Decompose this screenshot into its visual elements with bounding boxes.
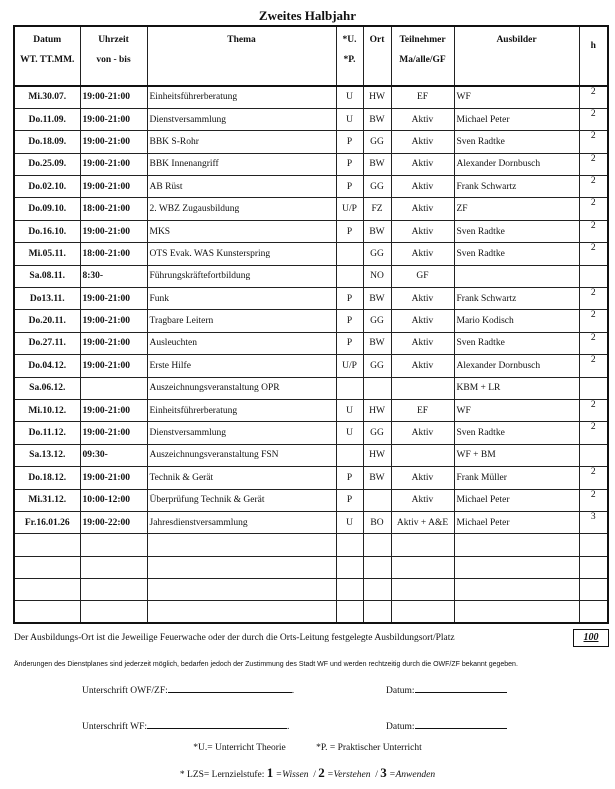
cell-ort: HW	[363, 444, 391, 466]
cell-ausbilder: Sven Radtke	[454, 422, 579, 444]
cell-h-empty[interactable]	[579, 579, 608, 601]
legend-up	[0, 743, 615, 753]
cell-h: 2	[579, 176, 608, 198]
cell-ort: GG	[363, 355, 391, 377]
cell-uhrzeit-empty[interactable]	[80, 601, 147, 623]
lzs-3-text: =Anwenden	[386, 770, 436, 780]
cell-datum: Do13.11.	[14, 288, 80, 310]
date-wf-field[interactable]	[415, 728, 507, 729]
cell-thema: Technik & Gerät	[147, 467, 336, 489]
cell-h-empty[interactable]	[579, 556, 608, 578]
cell-uhrzeit: 18:00-21:00	[80, 243, 147, 265]
cell-up-empty[interactable]	[336, 601, 363, 623]
cell-uhrzeit: 10:00-12:00	[80, 489, 147, 511]
cell-datum: Do.20.11.	[14, 310, 80, 332]
cell-ausbilder: Michael Peter	[454, 511, 579, 533]
cell-teilnehmer: Aktiv	[391, 220, 454, 242]
cell-up: P	[336, 467, 363, 489]
cell-h-empty[interactable]	[579, 601, 608, 623]
cell-thema: Überprüfung Technik & Gerät	[147, 489, 336, 511]
cell-teilnehmer: Aktiv	[391, 288, 454, 310]
cell-up: P	[336, 220, 363, 242]
col-header-h: h	[579, 26, 608, 86]
training-location-note: Der Ausbildungs-Ort ist die Jeweilige Feuerwache oder der durch die Orts-Leitung festgelegte Ausbildungsort/Platz	[14, 633, 455, 643]
col-header-ausbilder: Ausbilder	[454, 26, 579, 86]
cell-teilnehmer: Aktiv	[391, 131, 454, 153]
cell-h: 2	[579, 467, 608, 489]
cell-h: 2	[579, 310, 608, 332]
cell-uhrzeit: 19:00-21:00	[80, 467, 147, 489]
cell-uhrzeit-empty[interactable]	[80, 534, 147, 556]
cell-ort: BW	[363, 153, 391, 175]
cell-up: P	[336, 310, 363, 332]
table-row	[14, 399, 608, 421]
cell-up-empty[interactable]	[336, 534, 363, 556]
lzs-3-number: 3	[380, 765, 387, 780]
cell-datum: Mi.30.07.	[14, 86, 80, 108]
cell-datum-empty[interactable]	[14, 601, 80, 623]
cell-h: 3	[579, 511, 608, 533]
cell-thema-empty[interactable]	[147, 534, 336, 556]
cell-h: 2	[579, 86, 608, 108]
table-row	[14, 422, 608, 444]
signature-wf-label: Unterschrift WF:	[82, 722, 147, 732]
lzs-1-text: =Wissen	[273, 770, 309, 780]
cell-h: 2	[579, 399, 608, 421]
cell-up: U	[336, 399, 363, 421]
cell-up: U	[336, 511, 363, 533]
table-row	[14, 265, 608, 287]
cell-thema: Dienstversammlung	[147, 108, 336, 130]
cell-uhrzeit: 19:00-21:00	[80, 131, 147, 153]
cell-teilnehmer-empty[interactable]	[391, 579, 454, 601]
cell-datum: Mi.05.11.	[14, 243, 80, 265]
cell-uhrzeit: 19:00-21:00	[80, 288, 147, 310]
cell-datum: Sa.06.12.	[14, 377, 80, 399]
cell-uhrzeit: 19:00-21:00	[80, 399, 147, 421]
cell-ausbilder-empty[interactable]	[454, 601, 579, 623]
lzs-2-text: =Verstehen	[324, 770, 371, 780]
cell-datum: Sa.08.11.	[14, 265, 80, 287]
cell-datum: Mi.10.12.	[14, 399, 80, 421]
table-row	[14, 153, 608, 175]
cell-thema: Auszeichnungsveranstaltung FSN	[147, 444, 336, 466]
empty-table-row	[14, 556, 608, 578]
cell-datum: Fr.16.01.26	[14, 511, 80, 533]
cell-thema: Auszeichnungsveranstaltung OPR	[147, 377, 336, 399]
cell-up	[336, 377, 363, 399]
cell-thema: Ausleuchten	[147, 332, 336, 354]
cell-h	[579, 265, 608, 287]
cell-up: P	[336, 332, 363, 354]
cell-ausbilder-empty[interactable]	[454, 556, 579, 578]
cell-uhrzeit: 8:30-	[80, 265, 147, 287]
col-header-datum: Datum WT. TT.MM.	[14, 26, 80, 86]
cell-ausbilder: Frank Müller	[454, 467, 579, 489]
signature-owf-field[interactable]	[168, 692, 292, 693]
col-header-ort: Ort	[363, 26, 391, 86]
cell-uhrzeit-empty[interactable]	[80, 579, 147, 601]
cell-h: 2	[579, 198, 608, 220]
cell-thema-empty[interactable]	[147, 579, 336, 601]
signature-wf-field[interactable]	[147, 728, 287, 729]
cell-uhrzeit: 19:00-21:00	[80, 176, 147, 198]
cell-thema: Dienstversammlung	[147, 422, 336, 444]
cell-up	[336, 265, 363, 287]
cell-up: U/P	[336, 198, 363, 220]
cell-thema-empty[interactable]	[147, 556, 336, 578]
cell-ausbilder: WF + BM	[454, 444, 579, 466]
cell-ausbilder	[454, 265, 579, 287]
cell-ort	[363, 377, 391, 399]
page-title: Zweites Halbjahr	[258, 8, 357, 23]
lzs-prefix: * LZS= Lernzielstufe:	[179, 770, 267, 780]
cell-thema: Einheitsführerberatung	[147, 399, 336, 421]
cell-thema: Jahresdienstversammlung	[147, 511, 336, 533]
cell-datum: Sa.13.12.	[14, 444, 80, 466]
table-row	[14, 310, 608, 332]
table-row	[14, 131, 608, 153]
cell-uhrzeit: 09:30-	[80, 444, 147, 466]
cell-ort: BW	[363, 332, 391, 354]
cell-h: 2	[579, 332, 608, 354]
cell-ausbilder-empty[interactable]	[454, 579, 579, 601]
cell-ort: BO	[363, 511, 391, 533]
cell-ausbilder: ZF	[454, 198, 579, 220]
cell-ausbilder: Alexander Dornbusch	[454, 355, 579, 377]
cell-ort: HW	[363, 86, 391, 108]
cell-teilnehmer: Aktiv	[391, 489, 454, 511]
cell-ort-empty[interactable]	[363, 534, 391, 556]
cell-thema: AB Rüst	[147, 176, 336, 198]
cell-teilnehmer	[391, 377, 454, 399]
cell-datum-empty[interactable]	[14, 579, 80, 601]
cell-uhrzeit: 19:00-21:00	[80, 108, 147, 130]
cell-up: P	[336, 131, 363, 153]
cell-uhrzeit: 19:00-21:00	[80, 355, 147, 377]
cell-ausbilder: Sven Radtke	[454, 243, 579, 265]
cell-teilnehmer: EF	[391, 86, 454, 108]
cell-datum: Do.11.09.	[14, 108, 80, 130]
cell-ausbilder: Alexander Dornbusch	[454, 153, 579, 175]
empty-table-row	[14, 579, 608, 601]
table-row	[14, 355, 608, 377]
cell-datum: Do.02.10.	[14, 176, 80, 198]
cell-datum-empty[interactable]	[14, 534, 80, 556]
date-owf-label: Datum:	[386, 686, 415, 696]
cell-teilnehmer: Aktiv	[391, 243, 454, 265]
cell-thema: BBK S-Rohr	[147, 131, 336, 153]
table-row	[14, 444, 608, 466]
cell-up: U	[336, 86, 363, 108]
cell-uhrzeit: 19:00-21:00	[80, 310, 147, 332]
cell-ort: BW	[363, 467, 391, 489]
cell-h: 2	[579, 243, 608, 265]
table-row	[14, 332, 608, 354]
cell-thema: MKS	[147, 220, 336, 242]
cell-ort: FZ	[363, 198, 391, 220]
cell-teilnehmer: GF	[391, 265, 454, 287]
table-row	[14, 288, 608, 310]
cell-ort: BW	[363, 108, 391, 130]
cell-up: U/P	[336, 355, 363, 377]
legend-u: *U.= Unterricht Theorie	[193, 743, 286, 753]
cell-ort-empty[interactable]	[363, 556, 391, 578]
col-header-up: *U. *P.	[336, 26, 363, 86]
cell-uhrzeit: 18:00-21:00	[80, 198, 147, 220]
cell-up	[336, 444, 363, 466]
cell-h: 2	[579, 422, 608, 444]
table-row	[14, 176, 608, 198]
cell-ort: GG	[363, 131, 391, 153]
table-row	[14, 467, 608, 489]
cell-up-empty[interactable]	[336, 579, 363, 601]
cell-teilnehmer: Aktiv	[391, 153, 454, 175]
table-row	[14, 377, 608, 399]
cell-datum: Mi.31.12.	[14, 489, 80, 511]
cell-ausbilder: Frank Schwartz	[454, 176, 579, 198]
cell-ort: HW	[363, 399, 391, 421]
empty-table-row	[14, 601, 608, 623]
cell-teilnehmer-empty[interactable]	[391, 556, 454, 578]
cell-up: P	[336, 153, 363, 175]
cell-h: 2	[579, 355, 608, 377]
signature-owf-line: Unterschrift OWF/ZF: .	[82, 686, 295, 696]
cell-uhrzeit: 19:00-21:00	[80, 86, 147, 108]
cell-teilnehmer: Aktiv	[391, 355, 454, 377]
cell-ort: BW	[363, 220, 391, 242]
cell-uhrzeit: 19:00-21:00	[80, 153, 147, 175]
cell-teilnehmer: Aktiv	[391, 108, 454, 130]
cell-teilnehmer: EF	[391, 399, 454, 421]
cell-h-empty[interactable]	[579, 534, 608, 556]
table-row	[14, 86, 608, 108]
table-row	[14, 198, 608, 220]
cell-teilnehmer: Aktiv	[391, 310, 454, 332]
cell-ausbilder: Mario Kodisch	[454, 310, 579, 332]
date-owf-line	[386, 686, 507, 696]
cell-ort: BW	[363, 288, 391, 310]
col-header-teilnehmer: Teilnehmer Ma/alle/GF	[391, 26, 454, 86]
total-hours: 100	[573, 629, 609, 647]
cell-up: P	[336, 489, 363, 511]
cell-up: U	[336, 422, 363, 444]
cell-thema: BBK Innenangriff	[147, 153, 336, 175]
table-row	[14, 489, 608, 511]
lzs-2-number: 2	[318, 765, 325, 780]
date-owf-field[interactable]	[415, 692, 507, 693]
cell-ausbilder: Michael Peter	[454, 489, 579, 511]
cell-h: 2	[579, 131, 608, 153]
cell-datum-empty[interactable]	[14, 556, 80, 578]
cell-ausbilder: WF	[454, 86, 579, 108]
cell-teilnehmer	[391, 444, 454, 466]
cell-h	[579, 444, 608, 466]
table-row	[14, 511, 608, 533]
cell-thema: Funk	[147, 288, 336, 310]
cell-teilnehmer-empty[interactable]	[391, 601, 454, 623]
cell-ort	[363, 489, 391, 511]
cell-h	[579, 377, 608, 399]
cell-up-empty[interactable]	[336, 556, 363, 578]
cell-thema: 2. WBZ Zugausbildung	[147, 198, 336, 220]
cell-datum: Do.04.12.	[14, 355, 80, 377]
cell-datum: Do.16.10.	[14, 220, 80, 242]
cell-teilnehmer: Aktiv	[391, 422, 454, 444]
cell-ausbilder: Sven Radtke	[454, 131, 579, 153]
table-row	[14, 220, 608, 242]
cell-h: 2	[579, 108, 608, 130]
signature-wf-line: Unterschrift WF: .	[82, 722, 290, 732]
col-header-uhrzeit: Uhrzeit von - bis	[80, 26, 147, 86]
cell-h: 2	[579, 153, 608, 175]
cell-thema: Tragbare Leitern	[147, 310, 336, 332]
cell-teilnehmer: Aktiv	[391, 467, 454, 489]
cell-datum: Do.18.12.	[14, 467, 80, 489]
cell-teilnehmer-empty[interactable]	[391, 534, 454, 556]
cell-ausbilder: Sven Radtke	[454, 332, 579, 354]
cell-ausbilder: Frank Schwartz	[454, 288, 579, 310]
cell-ort: GG	[363, 243, 391, 265]
cell-thema: Erste Hilfe	[147, 355, 336, 377]
cell-ausbilder: WF	[454, 399, 579, 421]
cell-datum: Do.27.11.	[14, 332, 80, 354]
cell-datum: Do.25.09.	[14, 153, 80, 175]
cell-teilnehmer: Aktiv	[391, 332, 454, 354]
cell-uhrzeit	[80, 377, 147, 399]
empty-table-row	[14, 534, 608, 556]
schedule-rows	[14, 86, 608, 623]
training-schedule-table	[13, 25, 609, 624]
cell-datum: Do.11.12.	[14, 422, 80, 444]
cell-teilnehmer: Aktiv + A&E	[391, 511, 454, 533]
date-wf-label: Datum:	[386, 722, 415, 732]
cell-ort-empty[interactable]	[363, 579, 391, 601]
cell-datum: Do.18.09.	[14, 131, 80, 153]
col-header-thema: Thema	[147, 26, 336, 86]
cell-up: U	[336, 108, 363, 130]
change-note: Änderungen des Dienstplanes sind jederzeit möglich, bedarfen jedoch der Zustimmung des Stadt WF und werden rechtzeitig durch die OWF/ZF bekannt gegeben.	[14, 661, 518, 668]
table-row	[14, 108, 608, 130]
table-header-row	[14, 26, 608, 86]
cell-ort: NO	[363, 265, 391, 287]
cell-up	[336, 243, 363, 265]
cell-thema: Führungskräftefortbildung	[147, 265, 336, 287]
cell-thema: OTS Evak. WAS Kunsterspring	[147, 243, 336, 265]
cell-uhrzeit-empty[interactable]	[80, 556, 147, 578]
cell-up: P	[336, 176, 363, 198]
cell-h: 2	[579, 220, 608, 242]
cell-ausbilder-empty[interactable]	[454, 534, 579, 556]
cell-uhrzeit: 19:00-21:00	[80, 422, 147, 444]
cell-up: P	[336, 288, 363, 310]
legend-lzs: * LZS= Lernzielstufe: 1 =Wissen / 2 =Verstehen / 3 =Anwenden	[179, 765, 436, 780]
cell-ausbilder: Sven Radtke	[454, 220, 579, 242]
date-wf-line	[386, 722, 507, 732]
cell-h: 2	[579, 288, 608, 310]
cell-ausbilder: KBM + LR	[454, 377, 579, 399]
cell-thema: Einheitsführerberatung	[147, 86, 336, 108]
cell-ausbilder: Michael Peter	[454, 108, 579, 130]
cell-uhrzeit: 19:00-22:00	[80, 511, 147, 533]
cell-ort: GG	[363, 176, 391, 198]
lzs-1-number: 1	[266, 765, 274, 780]
cell-uhrzeit: 19:00-21:00	[80, 332, 147, 354]
cell-uhrzeit: 19:00-21:00	[80, 220, 147, 242]
cell-ort: GG	[363, 310, 391, 332]
cell-teilnehmer: Aktiv	[391, 176, 454, 198]
cell-teilnehmer: Aktiv	[391, 198, 454, 220]
legend-p: *P. = Praktischer Unterricht	[316, 743, 422, 753]
cell-ort-empty[interactable]	[363, 601, 391, 623]
signature-owf-label: Unterschrift OWF/ZF:	[82, 686, 168, 696]
table-row	[14, 243, 608, 265]
cell-datum: Do.09.10.	[14, 198, 80, 220]
cell-thema-empty[interactable]	[147, 601, 336, 623]
cell-ort: GG	[363, 422, 391, 444]
cell-h: 2	[579, 489, 608, 511]
